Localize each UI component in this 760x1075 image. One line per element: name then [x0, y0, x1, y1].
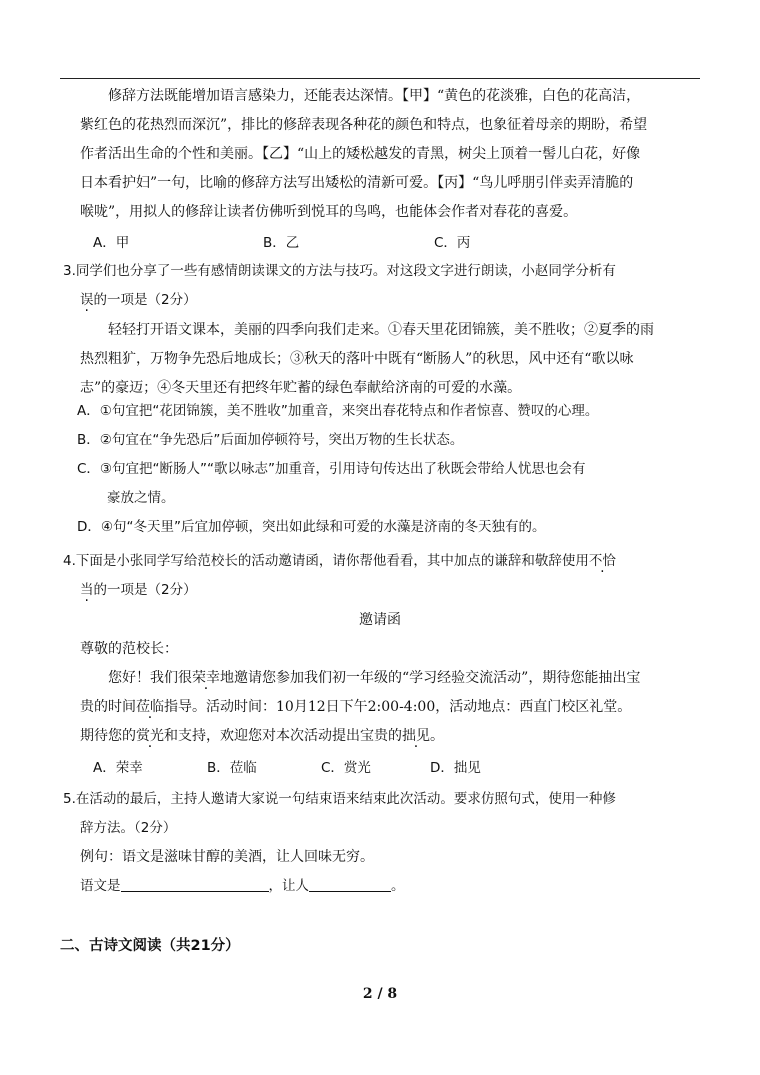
q2-para-line-5: 喉咙”，用拟人的修辞让读者仿佛听到悦耳的鸟鸣，也能体会作者对春花的喜爱。	[80, 204, 578, 220]
q2-option-c: C．丙	[434, 235, 471, 251]
letter-body-line-2	[80, 697, 631, 717]
q2-option-a: A．甲	[93, 235, 130, 251]
marked-word-zhuojian: 拙见	[402, 728, 430, 744]
letter-salutation: 尊敬的范校长：	[80, 641, 178, 657]
q3-option-c: C．③句宜把“断肠人”“歌以咏志”加重音，引用诗句传达出了秋既会带给人忧思也会有	[77, 461, 586, 477]
emphasis-char: 当	[80, 582, 94, 598]
q3-option-a: A．①句宜把“花团锦簇，美不胜收”加重音，来突出春花特点和作者惊喜、赞叹的心理。	[77, 403, 599, 419]
q3-para-line-2: 热烈粗犷，万物争先恐后地成长；③秋天的落叶中既有“断肠人”的秋思，风中还有“歌以咏	[80, 351, 634, 367]
letter-text: 地邀请您参加我们初一年级的“学习经验交流活动”，期待您能抽出宝	[220, 670, 641, 686]
letter-body-line-1	[108, 668, 640, 688]
q4-stem-line-1	[63, 551, 616, 571]
q3-option-d: D．④句“冬天里”后宜加停顿，突出如此绿和可爱的水藻是济南的冬天独有的。	[77, 519, 546, 535]
q3-stem-line-1: 3.同学们也分享了一些有感情朗读课文的方法与技巧。对这段文字进行朗读，小赵同学分析有	[63, 263, 616, 279]
answer-blank-1[interactable]	[121, 877, 269, 892]
q3-para-line-1: 轻轻打开语文课本，美丽的四季向我们走来。①春天里花团锦簇，美不胜收；②夏季的雨	[108, 322, 654, 338]
marked-word-shangguang: 赏光	[136, 728, 164, 744]
answer-prefix: 语文是	[80, 878, 121, 894]
letter-title: 邀请函	[359, 612, 401, 628]
q2-option-b: B．乙	[263, 235, 300, 251]
letter-text: 。	[430, 728, 444, 744]
marked-word-lilin: 莅临	[136, 699, 164, 715]
q4-stem-text: 4.下面是小张同学写给范校长的活动邀请函，请你帮他看看，其中加点的谦辞和敬辞使用	[63, 553, 589, 569]
answer-middle: ，让人	[268, 878, 309, 894]
q3-option-c-cont: 豪放之情。	[107, 490, 175, 506]
q3-stem-line-2	[80, 290, 197, 310]
q4-option-a: A．荣幸	[93, 760, 143, 776]
section-heading: 二、古诗文阅读（共21分）	[60, 938, 240, 954]
q4-option-c: C．赏光	[321, 760, 371, 776]
marked-word-rongxing: 荣幸	[192, 670, 220, 686]
letter-text: 和支持，欢迎您对本次活动提出宝贵的	[164, 728, 402, 744]
q4-stem-line-2	[80, 580, 197, 600]
q5-stem-line-1: 5.在活动的最后，主持人邀请大家说一句结束语来结束此次活动。要求仿照句式，使用一种修	[63, 791, 616, 807]
q4-option-b: B．莅临	[207, 760, 257, 776]
q2-para-line-1: 修辞方法既能增加语言感染力，还能表达深情。【甲】“黄色的花淡雅，白色的花高洁，	[108, 88, 641, 104]
q2-para-line-3: 作者活出生命的个性和美丽。【乙】“山上的矮松越发的青黑，树尖上顶着一髻儿白花，好像	[80, 146, 641, 162]
q4-stem-rest: 的一项是（2分）	[93, 582, 197, 598]
letter-text: 贵的时间	[80, 699, 136, 715]
letter-text: 指导。活动时间：10月12日下午2:00-4:00，活动地点：西直门校区礼堂。	[164, 699, 632, 715]
q5-stem-line-2: 辞方法。（2分）	[80, 820, 177, 836]
answer-suffix: 。	[391, 878, 405, 894]
q3-stem-rest: 的一项是（2分）	[93, 292, 197, 308]
q4-option-d: D．拙见	[430, 760, 481, 776]
letter-text: 您好！我们很	[108, 670, 192, 686]
letter-text: 期待您的	[80, 728, 136, 744]
q5-answer-line	[80, 876, 405, 896]
q2-para-line-4: 日本看护妇”一句，比喻的修辞方法写出矮松的清新可爱。【丙】“鸟儿呼朋引伴卖弄清脆的	[80, 175, 634, 191]
emphasis-char: 误	[80, 292, 94, 308]
q3-option-b: B．②句宜在“争先恐后”后面加停顿符号，突出万物的生长状态。	[77, 432, 464, 448]
emphasis-chars: 不恰	[588, 553, 616, 569]
answer-blank-2[interactable]	[309, 877, 391, 892]
q5-example: 例句：语文是滋味甘醇的美酒，让人回味无穷。	[80, 849, 374, 865]
q2-para-line-2: 紫红色的花热烈而深沉”，排比的修辞表现各种花的颜色和特点，也象征着母亲的期盼，希望	[80, 117, 648, 133]
page-number: 2 / 8	[362, 986, 398, 1002]
letter-body-line-3	[80, 726, 444, 746]
header-rule	[60, 78, 700, 79]
q3-para-line-3: 志”的豪迈；④冬天里还有把终年贮蓄的绿色奉献给济南的可爱的水藻。	[80, 380, 522, 396]
